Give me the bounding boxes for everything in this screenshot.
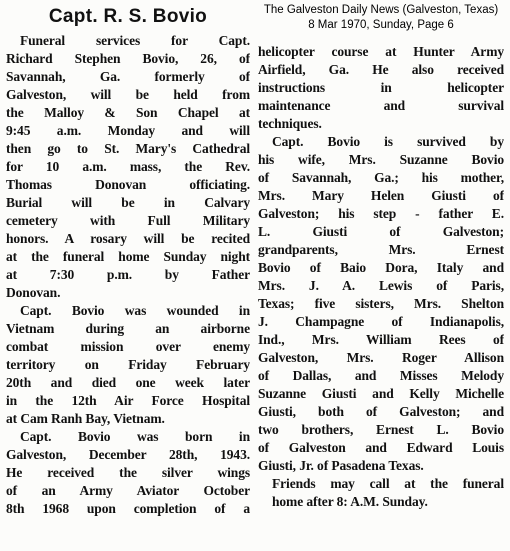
text-line: Ind., Mrs. William Rees of — [258, 332, 504, 347]
right-column — [258, 0, 504, 511]
text-line: at the funeral home Sunday night — [6, 249, 250, 264]
text-line: Airfield, Ga. He also received — [258, 62, 504, 77]
text-line: combat mission over enemy — [6, 339, 250, 354]
text-line: Funeral services for Capt. — [20, 33, 250, 48]
text-line: Galveston, will be held from — [6, 87, 250, 102]
text-line: maintenance and survival — [258, 98, 504, 113]
text-line: of an Army Aviator October — [6, 483, 250, 498]
text-line: Galveston; his step - father E. — [258, 206, 504, 221]
text-line: 8th 1968 upon completion of a — [6, 501, 250, 516]
text-line: Bovio of Baio Dora, Italy and — [258, 260, 504, 275]
text-line: Suzanne Giusti and Kelly Michelle — [258, 386, 504, 401]
text-line: techniques. — [258, 116, 322, 131]
text-line: instructions in helicopter — [258, 80, 504, 95]
text-line: Vietnam during an airborne — [6, 321, 250, 336]
text-line: the Malloy & Son Chapel at — [6, 105, 250, 120]
text-line: Savannah, Ga. formerly of — [6, 69, 250, 84]
text-line: Texas; five sisters, Mrs. Shelton — [258, 296, 504, 311]
text-line: in the 12th Air Force Hospital — [6, 393, 250, 408]
text-line: Donovan. — [6, 285, 61, 300]
headline: Capt. R. S. Bovio — [48, 6, 208, 27]
text-line: of Galveston and Edward Louis — [258, 440, 504, 455]
text-line: territory on Friday February — [6, 357, 250, 372]
text-line: Giusti, Jr. of Pasadena Texas. — [258, 458, 424, 473]
text-line: honors. A rosary will be recited — [6, 231, 250, 246]
text-line: Capt. Bovio was wounded in — [20, 303, 250, 318]
text-line: Giusti, both of Galveston; and — [258, 404, 504, 419]
source-newspaper: The Galveston Daily News (Galveston, Texas) — [263, 4, 499, 16]
text-line: at Cam Ranh Bay, Vietnam. — [6, 411, 165, 426]
text-line: 9:45 a.m. Monday and will — [6, 123, 250, 138]
text-line: Galveston, Mrs. Roger Allison — [258, 350, 504, 365]
text-line: Mrs. Mary Helen Giusti of — [258, 188, 504, 203]
text-line: helicopter course at Hunter Army — [258, 44, 504, 59]
source-citation — [258, 3, 504, 35]
text-line: 20th and died one week later — [6, 375, 250, 390]
right-column-body — [258, 43, 504, 511]
text-line: of Dallas, and Misses Melody — [258, 368, 504, 383]
left-column-body — [6, 32, 250, 518]
text-line: home after 8: A.M. Sunday. — [272, 494, 428, 509]
text-line: Richard Stephen Bovio, 26, of — [6, 51, 250, 66]
text-line: for 10 a.m. mass, the Rev. — [6, 159, 250, 174]
text-line: L. Giusti of Galveston; — [258, 224, 504, 239]
text-line: Burial will be in Calvary — [6, 195, 250, 210]
text-line: his wife, Mrs. Suzanne Bovio — [258, 152, 504, 167]
text-line: two brothers, Ernest L. Bovio — [258, 422, 504, 437]
text-line: Galveston, December 28th, 1943. — [6, 447, 250, 462]
text-line: at 7:30 p.m. by Father — [6, 267, 250, 282]
left-column — [6, 0, 250, 518]
text-line: Capt. Bovio was born in — [20, 429, 250, 444]
text-line: of Savannah, Ga.; his mother, — [258, 170, 504, 185]
text-line: cemetery with Full Military — [6, 213, 250, 228]
text-line: Friends may call at the funeral — [272, 476, 504, 491]
text-line: grandparents, Mrs. Ernest — [258, 242, 504, 257]
text-line: He received the silver wings — [6, 465, 250, 480]
text-line: Capt. Bovio is survived by — [272, 134, 504, 149]
text-line: J. Champagne of Indianapolis, — [258, 314, 504, 329]
text-line: Thomas Donovan officiating. — [6, 177, 250, 192]
text-line: then go to St. Mary's Cathedral — [6, 141, 250, 156]
text-line: Mrs. J. A. Lewis of Paris, — [258, 278, 504, 293]
source-date-page: 8 Mar 1970, Sunday, Page 6 — [308, 19, 454, 31]
